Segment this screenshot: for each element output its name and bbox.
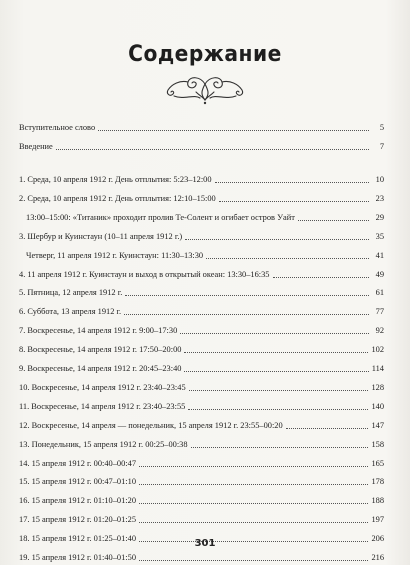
- dot-leader: [124, 313, 369, 315]
- toc-entry-page: 188: [371, 496, 384, 505]
- toc-entry-title: 13:00–15:00: «Титаник» проходит пролив Те-Солент и огибает остров Уайт: [26, 213, 295, 222]
- toc-entry-title: 12. Воскресенье, 14 апреля — понедельник, 15 апреля 1912 г. 23:55–00:20: [19, 421, 283, 430]
- dot-leader: [139, 502, 368, 504]
- toc-entry[interactable]: [19, 247, 384, 261]
- toc-entry-page: 23: [375, 194, 384, 203]
- dot-leader: [219, 200, 369, 202]
- toc-entry-page: 140: [371, 402, 384, 411]
- dot-leader: [139, 559, 368, 561]
- toc-entry[interactable]: [19, 511, 384, 525]
- dot-leader: [273, 276, 370, 278]
- toc-entry[interactable]: [19, 322, 384, 336]
- toc-entry[interactable]: [19, 417, 384, 431]
- toc-entry-page: 61: [375, 288, 384, 297]
- toc-entry-title: 2. Среда, 10 апреля 1912 г. День отплытия: 12:10–15:00: [19, 194, 216, 203]
- toc-entry-title: 16. 15 апреля 1912 г. 01:10–01:20: [19, 496, 137, 505]
- toc-entry-page: 178: [371, 477, 384, 486]
- toc-entry[interactable]: [19, 360, 384, 374]
- toc-entry-page: 7: [379, 142, 384, 151]
- toc-entry-title: 10. Воскресенье, 14 апреля 1912 г. 23:40–23:45: [19, 383, 186, 392]
- toc-entry[interactable]: [19, 303, 384, 317]
- dot-leader: [188, 408, 368, 410]
- dot-leader: [206, 257, 369, 259]
- toc-entry-title: 3. Шербур и Куинстаун (10–11 апреля 1912 г.): [19, 232, 183, 241]
- toc-entry-page: 10: [375, 175, 384, 184]
- toc-entry-title: Вступительное слово: [19, 123, 96, 132]
- dot-leader: [184, 370, 368, 372]
- toc-entry-page: 147: [371, 421, 384, 430]
- toc-entry[interactable]: [19, 284, 384, 298]
- dot-leader: [215, 181, 369, 183]
- toc-entry-page: 77: [375, 307, 384, 316]
- dot-leader: [184, 351, 368, 353]
- toc-entry-page: 41: [375, 251, 384, 260]
- toc-entry[interactable]: [19, 209, 384, 223]
- toc-entry-title: 19. 15 апреля 1912 г. 01:40–01:50: [19, 553, 137, 562]
- toc-entry-title: Введение: [19, 142, 53, 151]
- toc-entry[interactable]: [19, 341, 384, 355]
- toc-entry-page: 165: [371, 459, 384, 468]
- toc-entry-title: 14. 15 апреля 1912 г. 00:40–00:47: [19, 459, 137, 468]
- toc-entry-title: 6. Суббота, 13 апреля 1912 г.: [19, 307, 122, 316]
- dot-leader: [125, 294, 369, 296]
- page-number: 301: [194, 538, 216, 549]
- toc-entry-page: 206: [371, 534, 384, 543]
- toc-entry-title: 5. Пятница, 12 апреля 1912 г.: [19, 288, 123, 297]
- toc-entry-title: 1. Среда, 10 апреля 1912 г. День отплытия: 5:23–12:00: [19, 175, 212, 184]
- dot-leader: [286, 427, 369, 429]
- dot-leader: [56, 148, 369, 150]
- dot-leader: [139, 483, 368, 485]
- toc-entry-title: 9. Воскресенье, 14 апреля 1912 г. 20:45–23:40: [19, 364, 182, 373]
- toc-entry[interactable]: [19, 171, 384, 185]
- dot-leader: [139, 465, 368, 467]
- toc-entry-title: 11. Воскресенье, 14 апреля 1912 г. 23:40–23:55: [19, 402, 186, 411]
- scroll-flourish-icon: [160, 70, 250, 106]
- toc-entry-page: 29: [375, 213, 384, 222]
- toc-entry-page: 49: [375, 270, 384, 279]
- toc-entry[interactable]: [19, 473, 384, 487]
- toc-entry[interactable]: [19, 549, 384, 563]
- toc-entry[interactable]: [19, 190, 384, 204]
- toc-entry-title: 15. 15 апреля 1912 г. 00:47–01:10: [19, 477, 137, 486]
- toc-entry-page: 35: [375, 232, 384, 241]
- toc-entry-page: 5: [379, 123, 384, 132]
- dot-leader: [98, 129, 369, 131]
- toc-entry[interactable]: [19, 398, 384, 412]
- toc-entry[interactable]: [19, 228, 384, 242]
- toc-entry-page: 158: [371, 440, 384, 449]
- toc-entry-title: 13. Понедельник, 15 апреля 1912 г. 00:25–00:38: [19, 440, 188, 449]
- toc-entry-title: 17. 15 апреля 1912 г. 01:20–01:25: [19, 515, 137, 524]
- toc-entry[interactable]: [19, 138, 384, 152]
- dot-leader: [298, 219, 369, 221]
- dot-leader: [180, 332, 369, 334]
- toc-entry[interactable]: [19, 492, 384, 506]
- dot-leader: [189, 389, 369, 391]
- toc-entry[interactable]: [19, 119, 384, 133]
- toc-entry[interactable]: [19, 455, 384, 469]
- dot-leader: [139, 521, 368, 523]
- dot-leader: [185, 238, 369, 240]
- toc-entry-page: 216: [371, 553, 384, 562]
- page-title: Содержание: [128, 42, 282, 67]
- toc-entry-title: Четверг, 11 апреля 1912 г. Куинстаун: 11:30–13:30: [26, 251, 204, 260]
- toc-entry[interactable]: [19, 266, 384, 280]
- toc-entry-page: 102: [371, 345, 384, 354]
- toc-entry-title: 4. 11 апреля 1912 г. Куинстаун и выход в открытый океан: 13:30–16:35: [19, 270, 270, 279]
- dot-leader: [191, 446, 369, 448]
- toc-entry-title: 18. 15 апреля 1912 г. 01:25–01:40: [19, 534, 137, 543]
- toc-entry-page: 128: [371, 383, 384, 392]
- toc-entry-title: 8. Воскресенье, 14 апреля 1912 г. 17:50–20:00: [19, 345, 182, 354]
- toc-entry[interactable]: [19, 379, 384, 393]
- toc-entry[interactable]: [19, 436, 384, 450]
- toc-entry-page: 114: [371, 364, 384, 373]
- toc-entry-page: 92: [375, 326, 384, 335]
- toc-entry-title: 7. Воскресенье, 14 апреля 1912 г. 9:00–17:30: [19, 326, 178, 335]
- toc-entry-page: 197: [371, 515, 384, 524]
